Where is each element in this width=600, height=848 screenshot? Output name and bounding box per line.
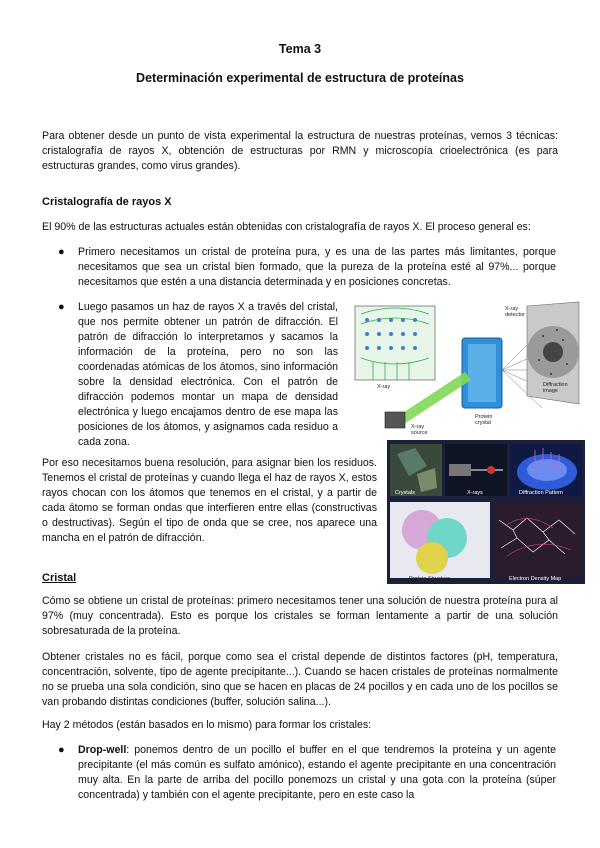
crystal-paragraph-3: Hay 2 métodos (están basados en lo mismo) para formar los cristales:	[42, 719, 372, 731]
bullet-dot-icon: ●	[58, 301, 65, 313]
bullet-item-crystal: Primero necesitamos un cristal de proteína pura, y es una de las partes más limitantes, porque necesitamos que sea un cristal bien formado, que la pureza de la proteína esté al 97%... porque necesitamos que estén a una distancia determinada y en posiciones concretas.	[78, 246, 556, 288]
label-crystals: Crystals	[395, 490, 415, 496]
label-protein-structure: Protein Structure	[409, 576, 451, 582]
label-protein-crystal: Protein crystal	[475, 414, 493, 426]
label-electron-density-map: Electron Density Map	[509, 576, 562, 582]
label-xrays: X-rays	[467, 490, 483, 496]
crystal-paragraph-1: Cómo se obtiene un cristal de proteínas: primero necesitamos tener una solución de nuestra proteína pura al 97% (muy concentrada). Esto es porque los cristales se forman lentamente a partir de una solución sobresaturada de la proteína.	[42, 595, 558, 637]
label-diffraction-image: Diffraction image	[543, 382, 568, 394]
bullet-dot-icon: ●	[58, 246, 65, 258]
bullet-item-drop-well	[78, 743, 556, 803]
page-title: Determinación experimental de estructura de proteínas	[136, 71, 464, 85]
label-xray-detector: X-ray detector	[505, 306, 525, 318]
method-description: : ponemos dentro de un pocillo el buffer en el que tendremos la proteína y un agente precipitante (el más común es sulfato amónico), estando el agente precipitante en una concentración muy alta. En la parte de arriba del pocillo ponemozs un cristal y una gota con la proteína (súper concentrada) y también con el agente precipitante, pero en este caso la	[78, 744, 556, 801]
crystal-paragraph-2: Obtener cristales no es fácil, porque como sea el cristal depende de distintos factores (pH, temperatura, concentración, solvente, tipo de agente precipitante...). Cuando se hacen cristales de proteínas normalmente no se prueba una sola condición, sino que se hacen en placas de 24 pocillos y en cada uno de los pocillos se van probando distintas condiciones (buffer, solución salina...).	[42, 651, 558, 708]
section-lead: El 90% de las estructuras actuales están obtenidas con cristalografía de rayos X. El proceso general es:	[42, 221, 531, 233]
page-topic: Tema 3	[278, 42, 322, 56]
section-heading-xray: Cristalografía de rayos X	[42, 196, 172, 208]
diffraction-setup-illustration	[347, 300, 585, 440]
label-xray-source: X-ray source	[411, 424, 428, 436]
workflow-collage-illustration	[387, 440, 585, 584]
xray-diffraction-figure	[347, 300, 585, 440]
bullet-item-xray-beam: Luego pasamos un haz de rayos X a través del cristal, que nos permite obtener un patrón de difracción. El patrón de difracción lo interpretamos y sacamos la información de la proteína, pero no son las coordenadas atómicas de los átomos, sino información sobre la densidad electrónica. Con el patrón de difracción podemos montar un mapa de densidad electrónica y luego encajamos dentro de ese mapa las posiciones de los átomos, y asignamos cada residuo a cada zona.	[78, 301, 338, 448]
intro-paragraph: Para obtener desde un punto de vista experimental la estructura de nuestras proteínas, vemos 3 técnicas: cristalografía de rayos X, obtención de estructuras por RMN y microscopía crioelectrónica (es para estructuras grandes, como virus grandes).	[42, 130, 558, 172]
resolution-paragraph: Por eso necesitamos buena resolución, para asignar bien los residuos. Tenemos el cristal de proteínas y cuando llega el haz de rayos X, estos rayos chocan con los átomos que tenemos en el cristal, y a partir de cada átomo se forman ondas que interfieren entre ellas (constructivas o destructivas). Según el tipo de onda que se cree, nos aparece una mancha en el patrón de difracción.	[42, 457, 377, 544]
method-term: Drop-well	[78, 744, 127, 756]
label-diffraction-pattern: Diffraction Pattern	[519, 490, 563, 496]
crystallography-workflow-figure	[387, 440, 585, 584]
section-heading-crystal: Cristal	[42, 572, 77, 584]
label-xray: X-ray	[377, 384, 391, 390]
bullet-dot-icon: ●	[58, 744, 65, 756]
